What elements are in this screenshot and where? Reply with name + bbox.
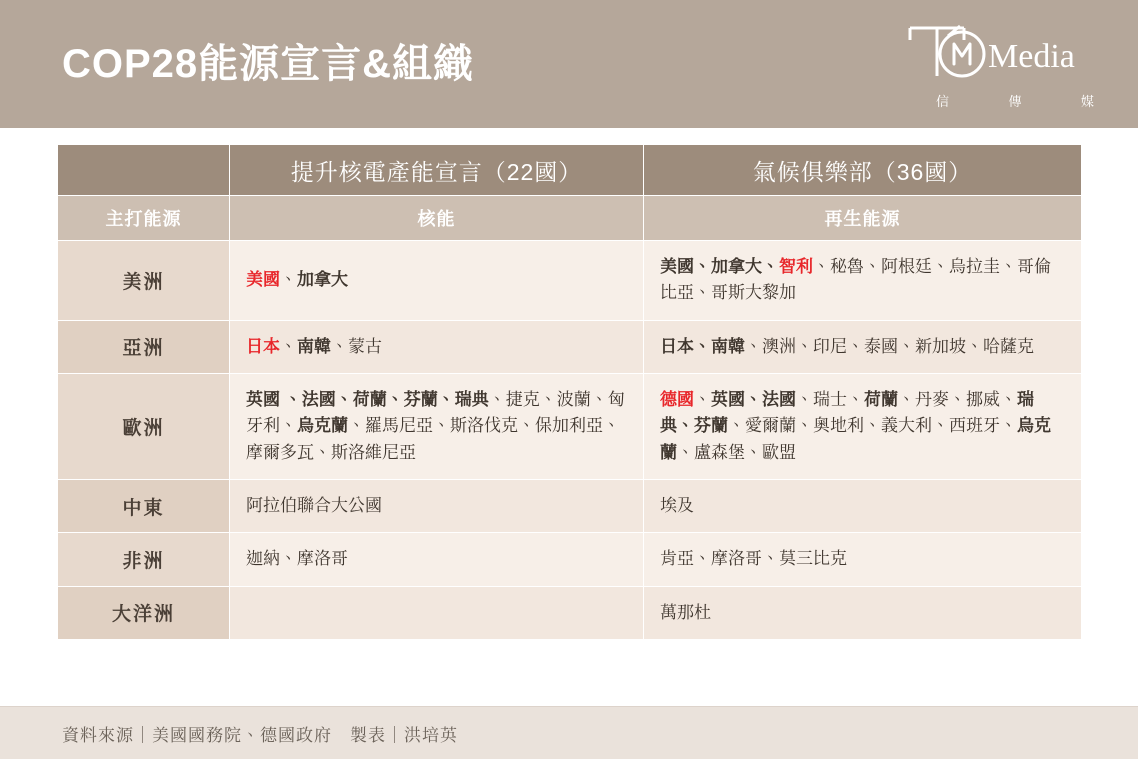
logo-sub-char-2: 傳 — [1008, 94, 1024, 109]
cell-middle-east-renewable: 埃及 — [644, 480, 1082, 533]
cell-asia-nuclear: 日本、南韓、蒙古 — [230, 320, 644, 373]
logo-wordmark: Media — [988, 38, 1075, 75]
table-row — [58, 374, 1082, 480]
top-header-nuclear-declaration: 提升核電產能宣言（22國） — [230, 145, 644, 196]
row-label-europe: 歐洲 — [58, 374, 230, 480]
cell-middle-east-nuclear: 阿拉伯聯合大公國 — [230, 480, 644, 533]
cell-europe-nuclear: 英國 、法國、荷蘭、芬蘭、瑞典、捷克、波蘭、匈牙利、烏克蘭、羅馬尼亞、斯洛伐克、保加利亞、摩爾多瓦、斯洛維尼亞 — [230, 374, 644, 480]
header-bar — [0, 0, 1138, 128]
cell-americas-renewable: 美國、加拿大、智利、秘魯、阿根廷、烏拉圭、哥倫比亞、哥斯大黎加 — [644, 241, 1082, 321]
row-label-middle-east: 中東 — [58, 480, 230, 533]
cell-africa-nuclear: 迦納、摩洛哥 — [230, 533, 644, 586]
cell-oceania-renewable: 萬那杜 — [644, 586, 1082, 639]
comparison-table-wrapper — [57, 144, 1081, 640]
cell-africa-renewable: 肯亞、摩洛哥、莫三比克 — [644, 533, 1082, 586]
sub-header-renewable: 再生能源 — [644, 196, 1082, 241]
comparison-table — [57, 144, 1082, 640]
page-title: COP28能源宣言&組織 — [62, 42, 475, 86]
cell-americas-nuclear: 美國、加拿大 — [230, 241, 644, 321]
table-row — [58, 533, 1082, 586]
logo-sub-char-1: 信 — [936, 94, 952, 109]
cell-europe-renewable: 德國、英國、法國、瑞士、荷蘭、丹麥、挪威、瑞典、芬蘭、愛爾蘭、奧地利、義大利、西班牙、烏克蘭、盧森堡、歐盟 — [644, 374, 1082, 480]
row-label-oceania: 大洋洲 — [58, 586, 230, 639]
brand-logo — [902, 16, 1102, 112]
logo-subtitle — [936, 91, 1096, 110]
row-label-americas: 美洲 — [58, 241, 230, 321]
cell-oceania-nuclear — [230, 586, 644, 639]
source-credit: 資料來源｜美國國務院、德國政府 製表｜洪培英 — [62, 725, 458, 745]
logo-sub-char-3: 媒 — [1080, 94, 1096, 109]
table-row — [58, 480, 1082, 533]
row-label-africa: 非洲 — [58, 533, 230, 586]
logo-mark-icon — [902, 20, 1102, 82]
sub-header-nuclear: 核能 — [230, 196, 644, 241]
top-header-climate-club: 氣候俱樂部（36國） — [644, 145, 1082, 196]
table-row — [58, 586, 1082, 639]
table-sub-header-row — [58, 196, 1082, 241]
sub-header-energy-type: 主打能源 — [58, 196, 230, 241]
table-top-header-row — [58, 145, 1082, 196]
table-row — [58, 241, 1082, 321]
row-label-asia: 亞洲 — [58, 320, 230, 373]
footer-bar — [0, 707, 1138, 759]
cell-asia-renewable: 日本、南韓、澳洲、印尼、泰國、新加坡、哈薩克 — [644, 320, 1082, 373]
top-header-blank — [58, 145, 230, 196]
table-row — [58, 320, 1082, 373]
